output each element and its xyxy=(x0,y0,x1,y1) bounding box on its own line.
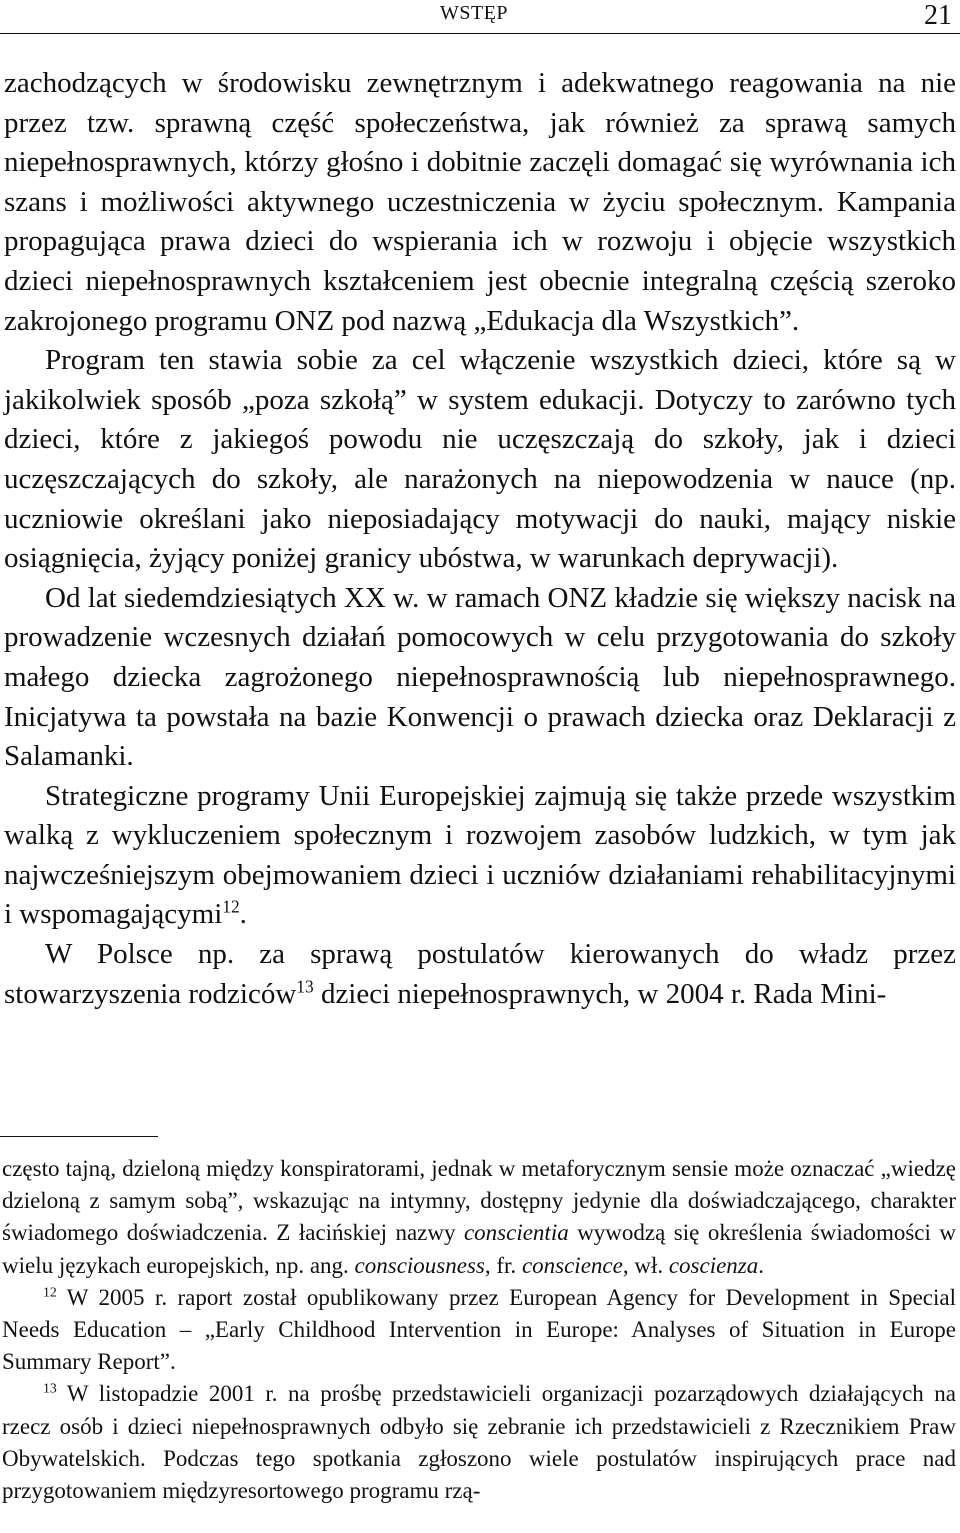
footnote-12-number: 12 xyxy=(43,1284,57,1300)
footnote-12 xyxy=(2,1282,956,1379)
footnote-13 xyxy=(2,1378,956,1507)
paragraph-2: Program ten stawia sobie za cel włączenie wszystkich dzieci, które są w jakikolwiek sposób „poza szkołą” w system edukacji. Dotyczy to zarówno tych dzieci, które z jakiegoś powodu nie uczęszczają do szkoły, jak i dzieci uczęszczających do szkoły, ale narażonych na niepowodzenia w nauce (np. uczniowie określani jako nieposiadający motywacji do nauki, mający niskie osiągnięcia, żyjący poniżej granicy ubóstwa, w warunkach deprywacji). xyxy=(4,344,956,575)
footnote-cont-text-a: często tajną, dzieloną między konspiratorami, jednak w metaforycznym sensie może oznaczać „wiedzę dzieloną z samym sobą”, wskazując na intymny, dostępny jedynie dla doświadczającego, charakter świadomego doświadczenia. Z łacińskiej nazwy xyxy=(2,1156,956,1246)
footnote-continuation xyxy=(2,1153,956,1282)
footnote-12-text: W 2005 r. raport został opublikowany przez European Agency for Development in Special Needs Education – „Early Childhood Intervention in Europe: Analyses of Situation in Europe Summary Report”. xyxy=(2,1284,956,1375)
english-term: consciousness xyxy=(354,1252,485,1278)
running-head: WSTĘP xyxy=(440,2,509,24)
footnote-cont-text-d: , wł. xyxy=(622,1252,669,1278)
paragraph-5 xyxy=(4,935,956,1014)
page-number: 21 xyxy=(924,0,952,31)
footnote-cont-text-c: , fr. xyxy=(484,1252,522,1278)
footnote-cont-text-b: wywodzą się określenia świadomości w wielu językach europejskich, np. ang. xyxy=(2,1220,956,1278)
paragraph-1: zachodzących w środowisku zewnętrznym i adekwatnego reagowania na nie przez tzw. sprawną część społeczeństwa, jak również za sprawą samych niepełnosprawnych, którzy głośno i dobitnie zaczęli domagać się wyrównania ich szans i możliwości aktywnego uczestniczenia w życiu społecznym. Kampania propagująca prawa dzieci do wspierania ich w rozwoju i objęcie wszystkich dzieci niepełnosprawnych kształceniem jest obecnie integralną częścią szeroko zakrojonego programu ONZ pod nazwą „Edukacja dla Wszystkich”. xyxy=(4,67,956,337)
footnote-ref-13: 13 xyxy=(296,976,314,997)
paragraph-5-text-b: dzieci niepełnosprawnych, w 2004 r. Rada Mini- xyxy=(313,977,887,1010)
french-term: conscience xyxy=(521,1252,623,1278)
italian-term: coscienza xyxy=(668,1252,759,1278)
footnote-cont-text-e: . xyxy=(758,1252,764,1278)
header-rule xyxy=(0,33,960,34)
paragraph-4 xyxy=(4,777,956,935)
paragraph-4-end: . xyxy=(239,898,247,931)
main-text xyxy=(4,64,956,1014)
paragraph-5-text-a: W Polsce np. za sprawą postulatów kierowanych do władz przez stowarzyszenia rodziców xyxy=(4,938,956,1010)
footnotes xyxy=(2,1153,956,1507)
latin-term: conscientia xyxy=(463,1220,569,1246)
footnote-rule xyxy=(0,1136,158,1137)
paragraph-4-text: Strategiczne programy Unii Europejskiej zajmują się także przede wszystkim walką z wykluczeniem społecznym i rozwojem zasobów ludzkich, w tym jak najwcześniejszym obejmowaniem dzieci i uczniów działaniami rehabilitacyjnymi i wspomagającymi xyxy=(4,779,956,931)
paragraph-3: Od lat siedemdziesiątych XX w. w ramach ONZ kładzie się większy nacisk na prowadzenie wczesnych działań pomocowych w celu przygotowania do szkoły małego dziecka zagrożonego niepełnosprawnością lub niepełnosprawnego. Inicjatywa ta powstała na bazie Konwencji o prawach dziecka oraz Deklaracji z Salamanki. xyxy=(4,581,956,773)
footnote-13-text: W listopadzie 2001 r. na prośbę przedstawicieli organizacji pozarządowych działających na rzecz osób i dzieci niepełnosprawnych odbyło się zebranie ich przedstawicieli z Rzecznikiem Praw Obywatelskich. Podczas tego spotkania zgłoszono wiele postulatów inspirujących prace nad przygotowaniem międzyresortowego programu rzą- xyxy=(2,1381,956,1504)
page-header xyxy=(0,0,960,36)
footnote-ref-12: 12 xyxy=(222,897,240,918)
footnote-13-number: 13 xyxy=(43,1381,57,1397)
